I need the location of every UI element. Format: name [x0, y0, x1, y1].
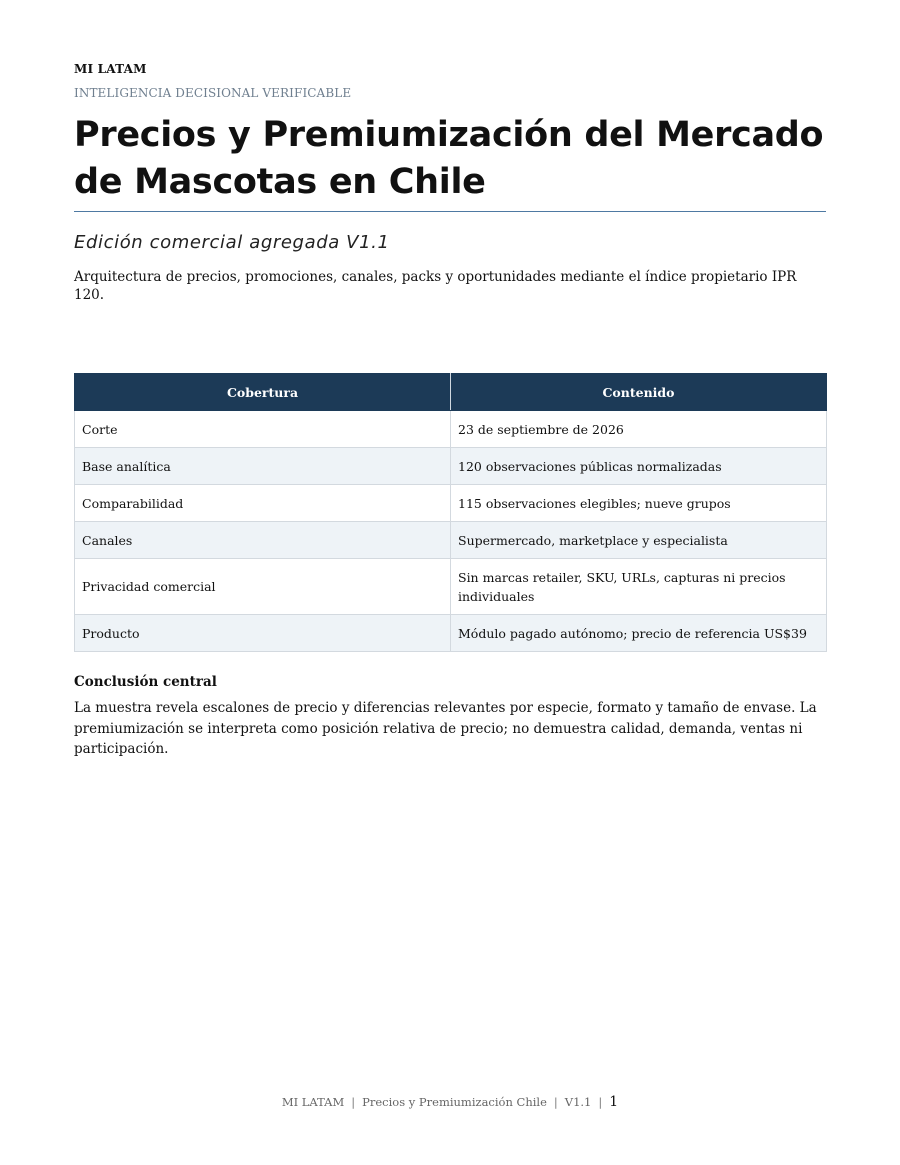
table-row [75, 485, 827, 522]
footer-separator: | [351, 1095, 356, 1109]
page-subtitle: Edición comercial agregada V1.1 [74, 232, 390, 253]
conclusion-paragraph: La muestra revela escalones de precio y diferencias relevantes por especie, formato y tamaño de envase. La premiumización se interpreta como posición relativa de precio; no demuestra calidad, demanda, ventas ni participación. [74, 700, 817, 757]
table-header-row [75, 374, 827, 411]
table-cell-label: Base analítica [75, 448, 451, 485]
table-row [75, 522, 827, 559]
title-divider [74, 211, 826, 212]
table-cell-value: 115 observaciones elegibles; nueve grupos [451, 485, 827, 522]
conclusion-heading: Conclusión central [74, 674, 217, 690]
table-cell-value: Supermercado, marketplace y especialista [451, 522, 827, 559]
brand-name: MI LATAM [74, 62, 147, 76]
footer-brand: MI LATAM [281, 1095, 345, 1109]
table-cell-value: 120 observaciones públicas normalizadas [451, 448, 827, 485]
column-header-cobertura: Cobertura [75, 374, 451, 411]
table-cell-label: Producto [75, 615, 451, 652]
footer-version: V1.1 [564, 1095, 592, 1109]
footer-separator: | [598, 1095, 603, 1109]
table-row [75, 411, 827, 448]
page-title: Precios y Premiumización del Mercado de Mascotas en Chile [74, 115, 824, 202]
table-cell-value: Módulo pagado autónomo; precio de referencia US$39 [451, 615, 827, 652]
page-footer [0, 1094, 900, 1110]
column-header-contenido: Contenido [451, 374, 827, 411]
table-cell-label: Privacidad comercial [75, 559, 451, 615]
table-row [75, 615, 827, 652]
coverage-table [74, 373, 827, 652]
table-cell-label: Corte [75, 411, 451, 448]
table-row [75, 559, 827, 615]
page-number: 1 [609, 1094, 619, 1110]
brand-tagline: INTELIGENCIA DECISIONAL VERIFICABLE [74, 86, 352, 100]
table-row [75, 448, 827, 485]
footer-doc-title: Precios y Premiumización Chile [362, 1095, 547, 1109]
lead-paragraph: Arquitectura de precios, promociones, canales, packs y oportunidades mediante el índice propietario IPR 120. [74, 269, 797, 303]
table-cell-value: 23 de septiembre de 2026 [451, 411, 827, 448]
table-cell-label: Canales [75, 522, 451, 559]
footer-separator: | [553, 1095, 558, 1109]
table-cell-label: Comparabilidad [75, 485, 451, 522]
table-cell-value: Sin marcas retailer, SKU, URLs, capturas ni precios individuales [451, 559, 827, 615]
